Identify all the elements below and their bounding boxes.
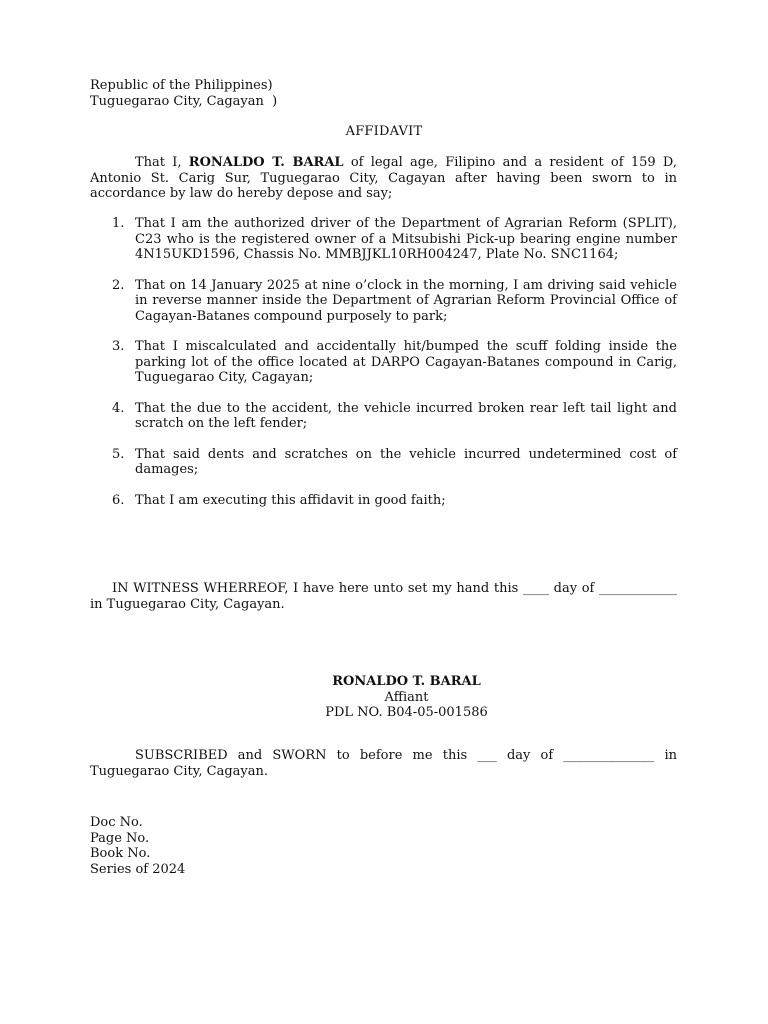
item-text: That I miscalculated and accidentally hit/bumped the scuff folding inside the parking lot of the office located at DARPO Cagayan-Batanes compound in Carig, Tuguegarao City, Cagayan;	[135, 339, 677, 385]
venue-block	[90, 78, 277, 109]
item-text: That the due to the accident, the vehicle incurred broken rear left tail light and scratch on the left fender;	[135, 400, 677, 431]
statement-item	[90, 447, 677, 478]
jurat-text: SUBSCRIBED and SWORN to before me this ___ day of ______________ in Tuguegarao City, Cagayan.	[90, 748, 677, 779]
signatory-role: Affiant	[384, 689, 429, 705]
statement-item	[90, 278, 677, 325]
item-text: That said dents and scratches on the vehicle incurred undetermined cost of damages;	[135, 446, 677, 477]
signatory-name: RONALDO T. BARAL	[332, 674, 481, 689]
item-text: That I am the authorized driver of the Department of Agrarian Reform (SPLIT), C23 who is the registered owner of a Mitsubishi Pick-up bearing engine number 4N15UKD1596, Chassis No. MMBJJKL10RH004247, Plate No. SNC1164;	[135, 216, 677, 262]
item-number: 1.	[112, 216, 125, 231]
statement-item	[90, 493, 677, 509]
jurat-paragraph	[90, 748, 677, 779]
intro-suffix: of legal age, Filipino and a resident of 159 D, Antonio St. Carig Sur, Tuguegarao City, Cagayan after having been sworn to in accordance by law do hereby depose and say;	[90, 155, 677, 201]
item-number: 4.	[112, 400, 125, 416]
signature-block	[0, 674, 768, 721]
witness-paragraph	[90, 581, 677, 612]
series-label: Series of 2024	[90, 861, 186, 877]
intro-paragraph	[90, 155, 677, 202]
statement-item	[90, 339, 677, 386]
page-number-label: Page No.	[90, 830, 150, 846]
doc-number-label: Doc No.	[90, 815, 143, 830]
document-title: AFFIDAVIT	[345, 124, 423, 139]
witness-text: IN WITNESS WHERREOF, I have here unto set my hand this ____ day of ____________ in Tuguegarao City, Cagayan.	[90, 581, 677, 612]
statement-list	[90, 216, 677, 523]
affiant-name: RONALDO T. BARAL	[188, 155, 344, 170]
book-number-label: Book No.	[90, 846, 151, 861]
item-text: That on 14 January 2025 at nine o’clock in the morning, I am driving said vehicle in reverse manner inside the Department of Agrarian Reform Provincial Office of Cagayan-Batanes compound purposely to park;	[135, 277, 677, 324]
item-number: 5.	[112, 446, 125, 462]
item-number: 3.	[112, 339, 125, 354]
item-number: 6.	[112, 492, 125, 508]
venue-city: Tuguegarao City, Cagayan )	[90, 93, 278, 109]
signatory-pdl-number: PDL NO. B04-05-001586	[325, 705, 488, 720]
statement-item	[90, 216, 677, 263]
item-number: 2.	[112, 277, 125, 293]
venue-country: Republic of the Philippines)	[90, 78, 273, 93]
notarial-register	[90, 815, 185, 877]
statement-item	[90, 401, 677, 432]
intro-prefix: That I,	[135, 155, 189, 170]
item-text: That I am executing this affidavit in good faith;	[135, 492, 446, 508]
